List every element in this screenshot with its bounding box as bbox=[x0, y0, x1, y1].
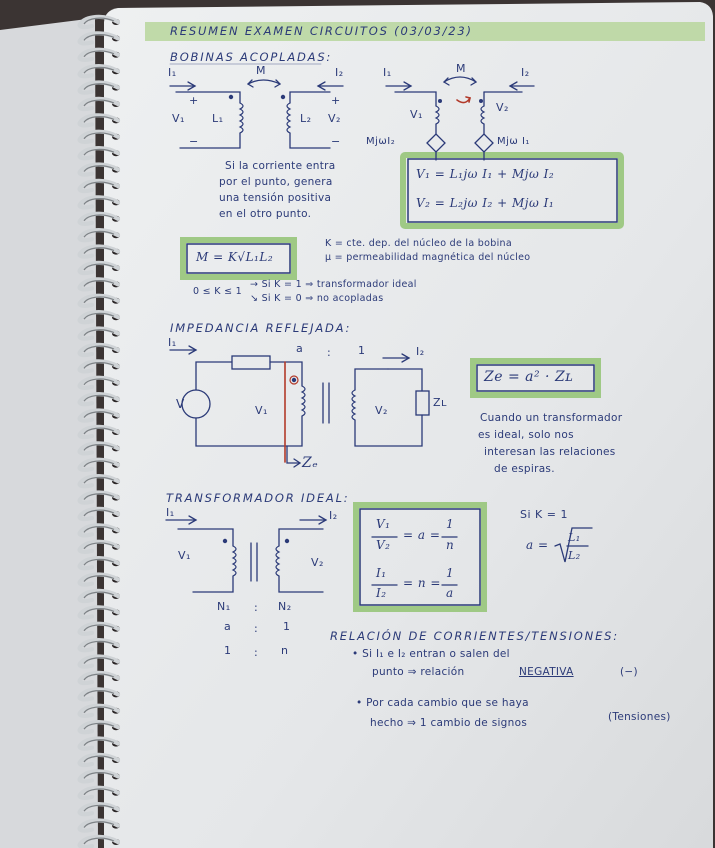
m-formula: M = K√L₁L₂ bbox=[196, 250, 274, 264]
section-heading-impedancia: IMPEDANCIA REFLEJADA: bbox=[170, 321, 352, 335]
i2-label: I₂ bbox=[416, 345, 425, 358]
v1-label: V₁ bbox=[172, 112, 185, 125]
side-note-k: Si K = 1 bbox=[520, 508, 568, 521]
section-heading-transformador: TRANSFORMADOR IDEAL: bbox=[166, 491, 350, 505]
eq-v2: V₂ = L₂jω I₂ + Mjω I₁ bbox=[416, 196, 555, 210]
note-line: en el otro punto. bbox=[219, 208, 312, 220]
note-line: una tensión positiva bbox=[219, 192, 332, 204]
frac2-mid: = n = bbox=[403, 576, 441, 590]
frac1-rden: n bbox=[446, 538, 455, 552]
turns-colon: : bbox=[327, 346, 332, 359]
ratio-colon: : bbox=[254, 646, 259, 659]
n2-label: N₂ bbox=[278, 600, 292, 613]
side-l1: L₁ bbox=[568, 531, 581, 544]
frac2-rden: a bbox=[446, 586, 454, 600]
side-a-eq: a = bbox=[526, 538, 549, 552]
m-label: M bbox=[256, 64, 266, 77]
frac1-rnum: 1 bbox=[446, 517, 455, 531]
section-heading-bobinas: BOBINAS ACOPLADAS: bbox=[170, 50, 333, 64]
ze-formula: Ze = a² · Zʟ bbox=[484, 369, 574, 385]
v-source-label: V bbox=[176, 397, 185, 411]
v1-label: V₁ bbox=[178, 549, 191, 562]
i1-label: I₁ bbox=[383, 66, 392, 79]
turns-a: a bbox=[296, 342, 304, 355]
ratio-colon: : bbox=[254, 601, 259, 614]
v2-label: V₂ bbox=[375, 404, 388, 417]
ratio-a: a bbox=[224, 620, 232, 633]
frac2-den: I₂ bbox=[376, 586, 387, 600]
section-heading-relacion: RELACIÓN DE CORRIENTES/TENSIONES: bbox=[330, 629, 619, 643]
v2-label: V₂ bbox=[496, 101, 509, 114]
v2-label: V₂ bbox=[311, 556, 324, 569]
turns-one: 1 bbox=[358, 344, 366, 357]
source1-label: MjωI₂ bbox=[366, 136, 396, 147]
ratio-one: 1 bbox=[283, 620, 291, 633]
frac2-rnum: 1 bbox=[446, 566, 455, 580]
page-title: RESUMEN EXAMEN CIRCUITOS (03/03/23) bbox=[170, 24, 473, 38]
minus-sign: − bbox=[189, 135, 199, 148]
ratio-colon: : bbox=[254, 622, 259, 635]
bullet-2-line-2: hecho ⇒ 1 cambio de signos bbox=[370, 717, 528, 729]
note-line: por el punto, genera bbox=[219, 176, 333, 188]
ze-label: Zₑ bbox=[302, 455, 319, 471]
v1-label: V₁ bbox=[255, 404, 268, 417]
bullet-2-line-1: • Por cada cambio que se haya bbox=[356, 697, 529, 709]
ideal-note: de espiras. bbox=[494, 463, 555, 475]
i2-label: I₂ bbox=[329, 509, 338, 522]
m-label: M bbox=[456, 62, 466, 75]
source2-label: Mjω I₁ bbox=[497, 136, 530, 147]
negativa-word: NEGATIVA bbox=[519, 666, 574, 678]
ideal-note: Cuando un transformador bbox=[480, 412, 623, 424]
l2-label: L₂ bbox=[300, 112, 312, 125]
ratio-n: n bbox=[281, 644, 289, 657]
minus-sign: − bbox=[331, 135, 341, 148]
i2-label: I₂ bbox=[521, 66, 530, 79]
k-case-1: → Si K = 1 ⇒ transformador ideal bbox=[250, 279, 417, 290]
k-case-0: ↘ Si K = 0 ⇒ no acopladas bbox=[250, 293, 384, 304]
i1-label: I₁ bbox=[166, 506, 175, 519]
i1-label: I₁ bbox=[168, 336, 177, 349]
frac1-num: V₁ bbox=[376, 517, 391, 531]
plus-sign: + bbox=[331, 94, 341, 107]
v2-label: V₂ bbox=[328, 112, 341, 125]
i2-label: I₂ bbox=[335, 66, 344, 79]
ideal-note: interesan las relaciones bbox=[484, 446, 616, 458]
negativa-sign: (−) bbox=[620, 666, 638, 678]
plus-sign: + bbox=[189, 94, 199, 107]
frac1-mid: = a = bbox=[403, 528, 441, 542]
zl-label: Zʟ bbox=[433, 396, 448, 409]
frac1-den: V₂ bbox=[376, 538, 391, 552]
n1-label: N₁ bbox=[217, 600, 231, 613]
k-range: 0 ≤ K ≤ 1 bbox=[193, 286, 243, 297]
l1-label: L₁ bbox=[212, 112, 224, 125]
note-line: Si la corriente entra bbox=[225, 160, 336, 172]
ideal-note: es ideal, solo nos bbox=[478, 429, 574, 441]
eq-v1: V₁ = L₁jω I₁ + Mjω I₂ bbox=[416, 167, 555, 181]
bullet-1-line-2: punto ⇒ relación bbox=[372, 666, 465, 678]
frac2-num: I₁ bbox=[376, 566, 387, 580]
side-l2: L₂ bbox=[568, 549, 581, 562]
bullet-1-line-1: • Si I₁ e I₂ entran o salen del bbox=[352, 648, 510, 660]
ratio-one: 1 bbox=[224, 644, 232, 657]
mu-definition: μ = permeabilidad magnética del núcleo bbox=[325, 252, 531, 263]
v1-label: V₁ bbox=[410, 108, 423, 121]
k-definition: K = cte. dep. del núcleo de la bobina bbox=[325, 238, 512, 249]
tensiones-note: (Tensiones) bbox=[608, 711, 671, 723]
i1-label: I₁ bbox=[168, 66, 177, 79]
